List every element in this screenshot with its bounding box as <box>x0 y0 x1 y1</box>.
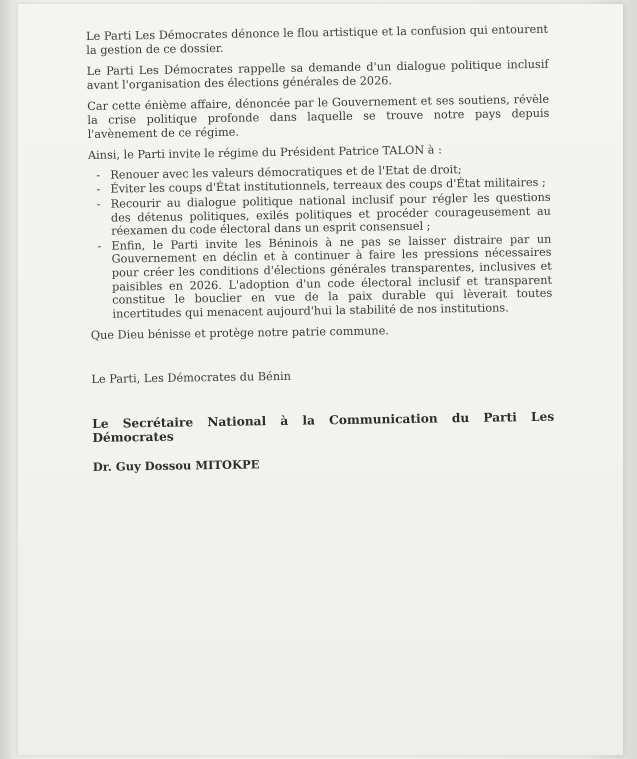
bullet-marker: - <box>97 239 102 253</box>
blessing-line: Que Dieu bénisse et protège notre patrie commune. <box>90 324 390 343</box>
bullet-marker: - <box>96 183 101 197</box>
demands-intro: Ainsi, le Parti invite le régime du Président Patrice TALON à : <box>87 143 443 163</box>
bullet-marker: - <box>96 168 101 182</box>
paragraph-crise: Car cette énième affaire, dénoncée par le Gouvernement et ses soutiens, révèle la crise politique profonde dans laquelle se trouve notre pays depuis l'avènement de ce régime. <box>87 93 550 141</box>
demand-text: Renouer avec les valeurs démocratiques et de l'Etat de droit; <box>110 162 462 182</box>
demand-text: Enfin, le Parti invite les Béninois à ne pas se laisser distraire par un Gouvernement en déclin et à continuer à faire les pressions nécessaires pour créer les conditions d'élections générales transparentes, inclusives et paisibles en 2026. L'adoption d'un code électoral inclusif et transparent constitue le bouclier en vue de la paix durable qui lèverait toutes incertitudes qui menacent aujourd'hui la stabilité de nos institutions. <box>111 232 553 321</box>
party-signoff: Le Parti, Les Démocrates du Bénin <box>91 369 292 386</box>
bullet-marker: - <box>96 197 101 211</box>
paragraph-dialogue: Le Parti Les Démocrates rappelle sa demande d'un dialogue politique inclusif avant l'organisation des élections générales de 2026. <box>86 57 549 92</box>
list-item <box>97 232 553 321</box>
demands-list <box>88 161 552 321</box>
document-body <box>86 23 555 475</box>
demand-text: Éviter les coups d'État institutionnels, terreaux des coups d'État militaires ; <box>110 176 546 196</box>
signatory-title: Le Secrétaire National à la Communication du Parti Les Démocrates <box>92 410 555 445</box>
signatory-name: Dr. Guy Dossou MITOKPE <box>92 457 260 475</box>
paragraph-dossier: Le Parti Les Démocrates dénonce le flou artistique et la confusion qui entourent la gestion de ce dossier. <box>86 22 549 57</box>
demand-text: Recourir au dialogue politique national inclusif pour régler les questions des détenus politiques, exilés politiques et procéder courageusement au réexamen du code électoral dans un esprit consensuel ; <box>110 190 551 238</box>
list-item <box>96 190 552 239</box>
